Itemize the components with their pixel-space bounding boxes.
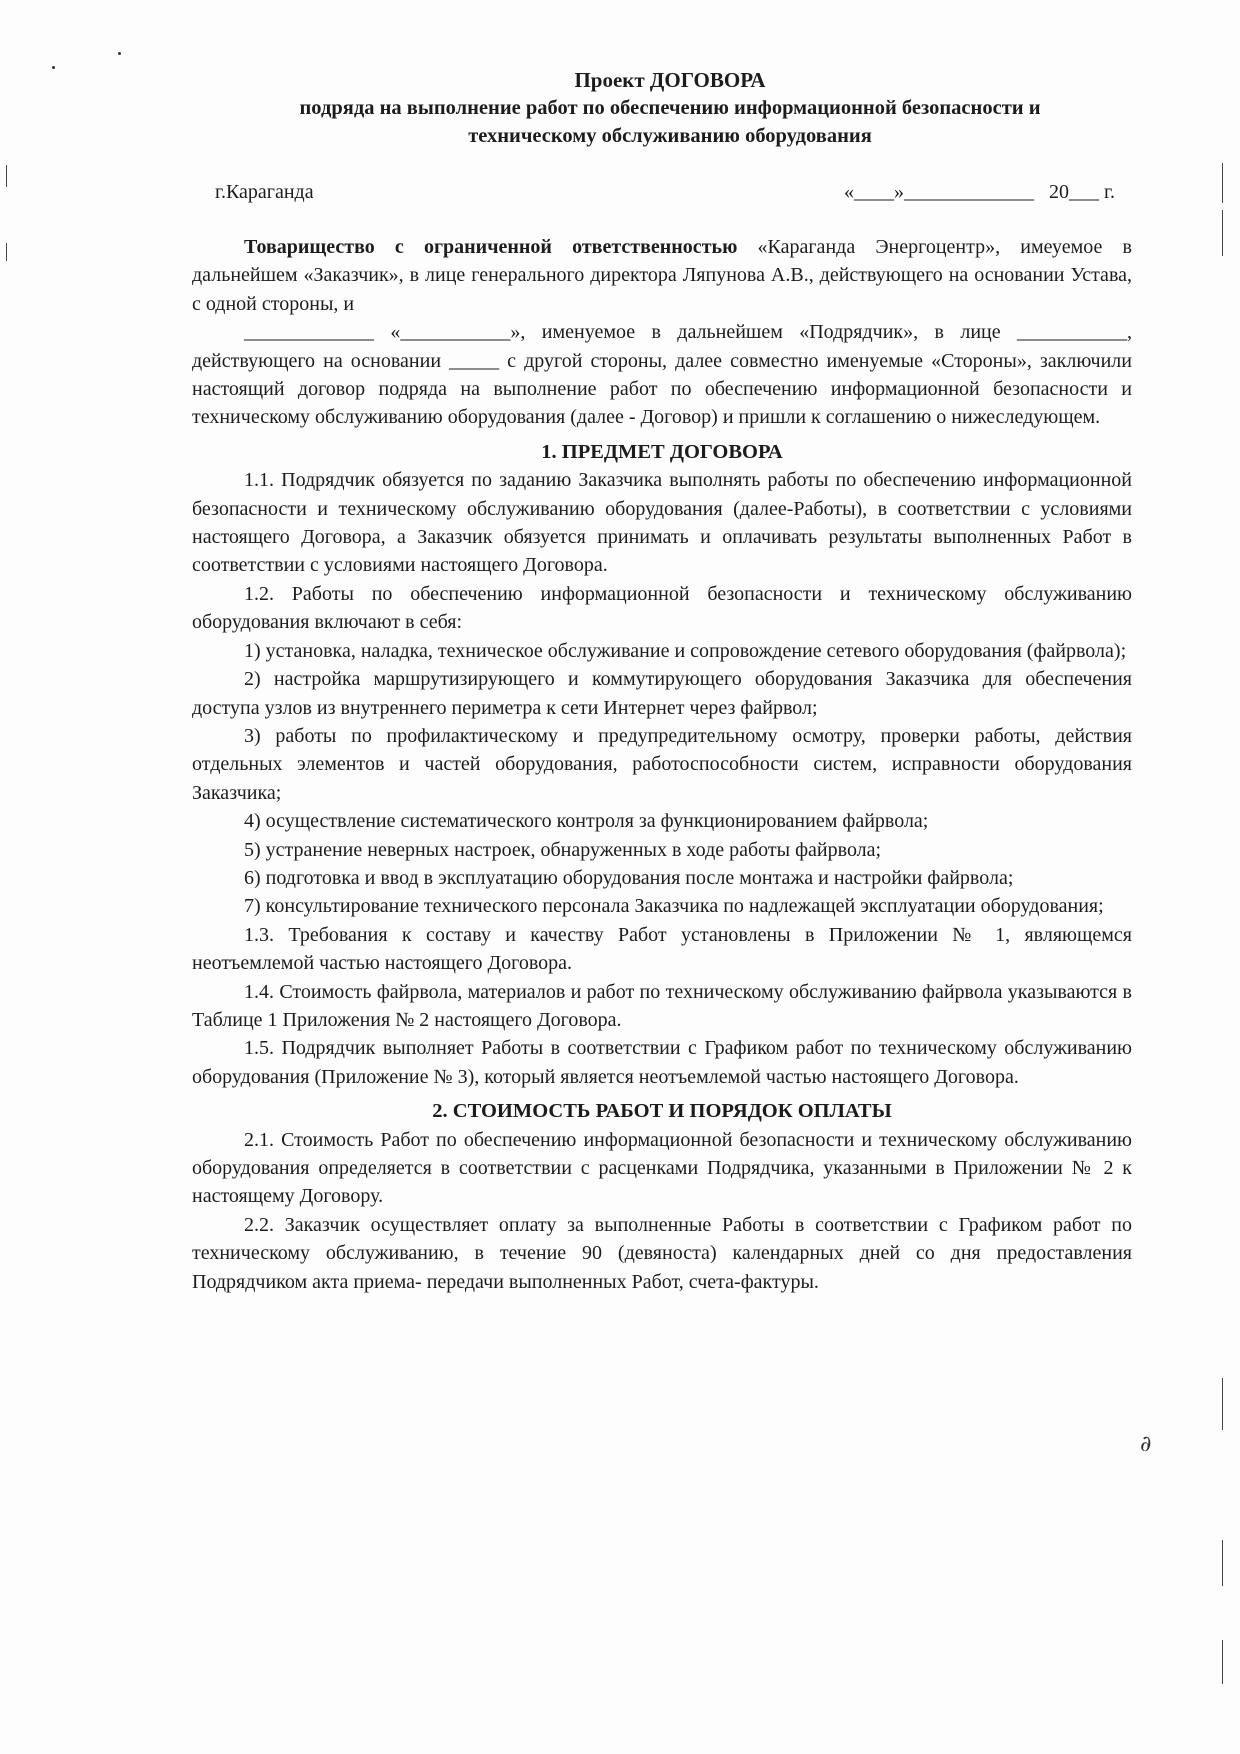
preamble-text: «Караганда Энергоцентр», имеуемое в дальнейшем «Заказчик», в лице генерального директора Ляпунова А.В., действующего на основании Устава, с одной стороны, и <box>192 236 1132 315</box>
margin-tick <box>1222 1640 1223 1684</box>
title-line-2: подряда на выполнение работ по обеспечению информационной безопасности и <box>299 97 1041 119</box>
clause-1-2-item-6: 6) подготовка и ввод в эксплуатацию оборудования после монтажа и настройки файрвола; <box>244 866 1014 889</box>
section-1-heading: 1. ПРЕДМЕТ ДОГОВОРА <box>541 440 783 463</box>
contract-body <box>192 233 1132 1296</box>
clause-1-2-item-4: 4) осуществление систематического контроля за функционированием файрвола; <box>244 810 929 833</box>
title-line-1: Проект ДОГОВОРА <box>574 68 766 92</box>
clause-1-2-item-3: 3) работы по профилактическому и предупредительному осмотру, проверки работы, действия отдельных элементов и частей оборудования, работоспособности систем, исправности оборудования Заказчика; <box>192 724 1132 804</box>
clause-1-2-item-1: 1) установка, наладка, техническое обслуживание и сопровождение сетевого оборудования (файрвола); <box>244 639 1127 662</box>
preamble-paragraph-2: _____________ «___________», именуемое в дальнейшем «Подрядчик», в лице ___________, действующего на основании _____ с другой стороны, далее совместно именуемые «Стороны», заключили настоящий договор подряда на выполнение работ по обеспечению информационной безопасности и техническому обслуживанию оборудования (далее - Договор) и пришли к соглашению о нижеследующем. <box>192 321 1132 429</box>
date-field: «____»_____________ 20___ г. <box>844 181 1115 203</box>
section-2-heading: 2. СТОИМОСТЬ РАБОТ И ПОРЯДОК ОПЛАТЫ <box>432 1100 892 1123</box>
party-name-bold: Товарищество с ограниченной ответственностью <box>244 236 738 258</box>
clause-1-2-item-5: 5) устранение неверных настроек, обнаруженных в ходе работы файрвола; <box>244 838 882 861</box>
place: г.Караганда <box>215 181 314 203</box>
clause-1-4: 1.4. Стоимость файрвола, материалов и работ по техническому обслуживанию файрвола указываются в Таблице 1 Приложения № 2 настоящего Договора. <box>192 980 1132 1031</box>
margin-tick <box>1222 1540 1223 1586</box>
margin-tick <box>1222 163 1223 203</box>
scan-speck <box>118 52 121 55</box>
clause-2-1: 2.1. Стоимость Работ по обеспечению информационной безопасности и техническому обслуживанию оборудования определяется в соответствии с расценками Подрядчика, указанными в Приложении № 2 к настоящему Договору. <box>192 1128 1132 1208</box>
clause-1-3: 1.3. Требования к составу и качеству Работ установлены в Приложении № 1, являющемся неотъемлемой частью настоящего Договора. <box>192 923 1132 975</box>
scan-speck <box>52 66 55 69</box>
clause-1-2-item-2: 2) настройка маршрутизирующего и коммутирующего оборудования Заказчика для обеспечения доступа узлов из внутреннего периметра к сети Интернет через файрвол; <box>192 668 1132 719</box>
document-title <box>190 66 1150 150</box>
clause-1-2-item-7: 7) консультирование технического персонала Заказчика по надлежащей эксплуатации оборудования; <box>244 895 1104 918</box>
handwritten-mark: ∂ <box>1140 1432 1152 1457</box>
clause-2-2: 2.2. Заказчик осуществляет оплату за выполненные Работы в соответствии с Графиком работ по техническому обслуживанию, в течение 90 (девяноста) календарных дней со дня предоставления Подрядчиком акта приема- передачи выполненных Работ, счета-фактуры. <box>192 1213 1132 1293</box>
margin-tick <box>6 165 7 187</box>
margin-tick <box>1222 210 1223 256</box>
clause-1-5: 1.5. Подрядчик выполняет Работы в соответствии с Графиком работ по техническому обслуживанию оборудования (Приложение № 3), который является неотъемлемой частью настоящего Договора. <box>192 1037 1132 1088</box>
margin-tick <box>6 243 7 261</box>
title-line-3: техническому обслуживанию оборудования <box>468 125 872 147</box>
place-date-line <box>215 181 1115 209</box>
clause-1-2: 1.2. Работы по обеспечению информационной безопасности и техническому обслуживанию оборудования включают в себя: <box>192 582 1132 634</box>
preamble-paragraph-1 <box>192 233 1132 318</box>
clause-1-1: 1.1. Подрядчик обязуется по заданию Заказчика выполнять работы по обеспечению информационной безопасности и техническому обслуживанию оборудования (далее-Работы), в соответствии с условиями настоящего Договора, а Заказчик обязуется принимать и оплачивать результаты выполненных Работ в соответствии с условиями настоящего Договора. <box>192 469 1132 577</box>
margin-tick <box>1222 1378 1223 1430</box>
